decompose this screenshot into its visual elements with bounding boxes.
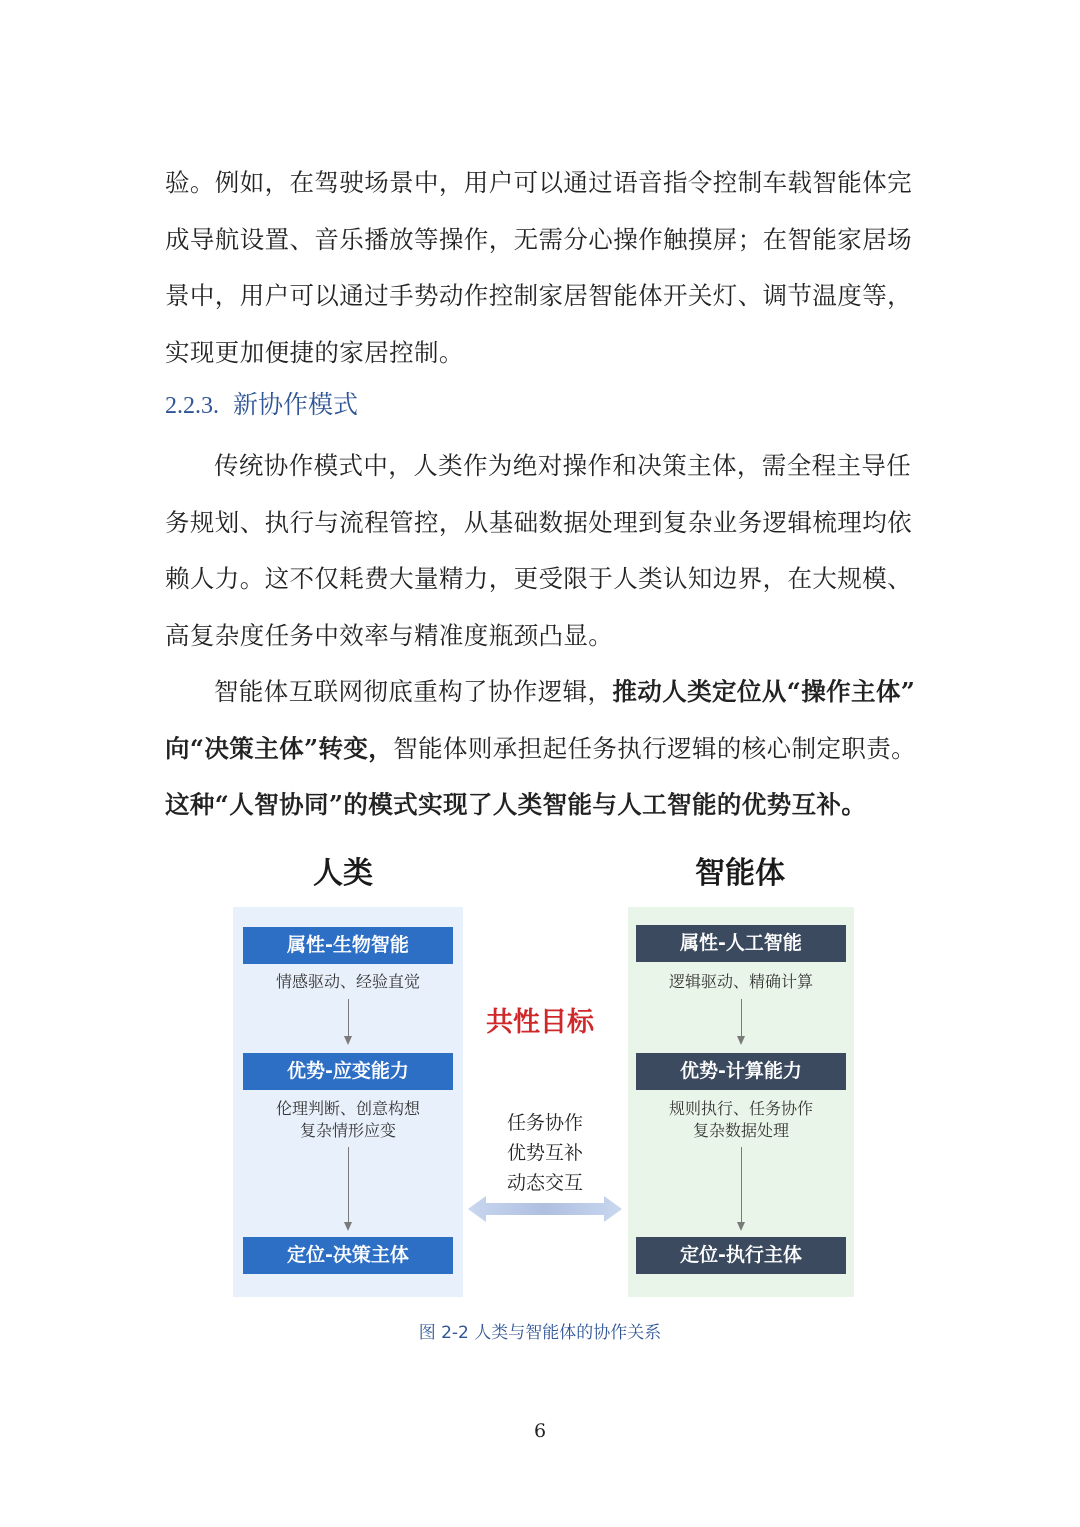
agent-advantage-desc-2: 复杂数据处理 bbox=[692, 1121, 789, 1140]
paragraph-line: 验。例如，在驾驶场景中，用户可以通过语音指令控制车载智能体完 bbox=[165, 168, 912, 197]
paragraph-line: 务规划、执行与流程管控，从基础数据处理到复杂业务逻辑梳理均依 bbox=[165, 507, 912, 537]
paragraph-line: 景中，用户可以通过手势动作控制家居智能体开关灯、调节温度等， bbox=[165, 281, 912, 310]
figure-caption: 图 2-2 人类与智能体的协作关系 bbox=[418, 1323, 662, 1343]
agent-attribute-desc: 逻辑驱动、精确计算 bbox=[668, 972, 813, 991]
arrow-down-icon bbox=[348, 999, 349, 1043]
section-heading bbox=[165, 385, 358, 421]
section-number: 2.2.3. bbox=[165, 393, 219, 419]
paragraph-line: 成导航设置、音乐播放等操作，无需分心操作触摸屏；在智能家居场 bbox=[165, 224, 912, 254]
center-item: 任务协作 bbox=[506, 1112, 583, 1134]
bold-text: 推动人类定位从“操作主体” bbox=[612, 677, 916, 706]
paragraph-line: 这种“人智协同”的模式实现了人类智能与人工智能的优势互补。 bbox=[165, 790, 867, 819]
agent-advantage-box: 优势-计算能力 bbox=[636, 1053, 846, 1090]
normal-text: 智能体互联网彻底重构了协作逻辑， bbox=[214, 677, 613, 706]
agent-panel bbox=[628, 907, 854, 1297]
human-panel bbox=[233, 907, 463, 1297]
agent-attribute-box: 属性-人工智能 bbox=[636, 925, 846, 962]
double-arrow-icon bbox=[466, 1194, 624, 1224]
page-number: 6 bbox=[533, 1420, 547, 1442]
paragraph-line bbox=[165, 721, 917, 778]
human-advantage-desc-1: 伦理判断、创意构想 bbox=[275, 1099, 420, 1118]
paragraph-line: 实现更加便捷的家居控制。 bbox=[165, 337, 464, 367]
agent-advantage-desc-1: 规则执行、任务协作 bbox=[668, 1099, 813, 1118]
arrow-down-icon bbox=[741, 1147, 742, 1229]
center-item: 优势互补 bbox=[506, 1142, 583, 1164]
center-item: 动态交互 bbox=[506, 1172, 583, 1194]
human-attribute-desc: 情感驱动、经验直觉 bbox=[275, 972, 420, 991]
figure-left-title: 人类 bbox=[313, 856, 373, 891]
common-goal-label: 共性目标 bbox=[486, 1007, 594, 1038]
human-advantage-desc-2: 复杂情形应变 bbox=[299, 1121, 396, 1140]
paragraph-3 bbox=[165, 664, 917, 834]
figure-right-title: 智能体 bbox=[695, 856, 785, 891]
paragraph-line: 高复杂度任务中效率与精准度瓶颈凸显。 bbox=[165, 620, 614, 650]
arrow-down-icon bbox=[348, 1147, 349, 1229]
human-attribute-box: 属性-生物智能 bbox=[243, 927, 453, 964]
human-advantage-box: 优势-应变能力 bbox=[243, 1053, 453, 1090]
paragraph-line bbox=[165, 664, 917, 721]
bold-text: 向“决策主体”转变， bbox=[165, 733, 394, 763]
paragraph-1 bbox=[165, 155, 917, 381]
arrow-down-icon bbox=[741, 999, 742, 1043]
section-title: 新协作模式 bbox=[233, 390, 359, 419]
human-position-box: 定位-决策主体 bbox=[243, 1237, 453, 1274]
paragraph-line: 传统协作模式中，人类作为绝对操作和决策主体，需全程主导任 bbox=[214, 451, 912, 480]
agent-position-box: 定位-执行主体 bbox=[636, 1237, 846, 1274]
paragraph-line: 赖人力。这不仅耗费大量精力，更受限于人类认知边界，在大规模、 bbox=[165, 564, 912, 593]
normal-text: 智能体则承担起任务执行逻辑的核心制定职责。 bbox=[393, 733, 917, 763]
paragraph-2 bbox=[165, 438, 917, 664]
